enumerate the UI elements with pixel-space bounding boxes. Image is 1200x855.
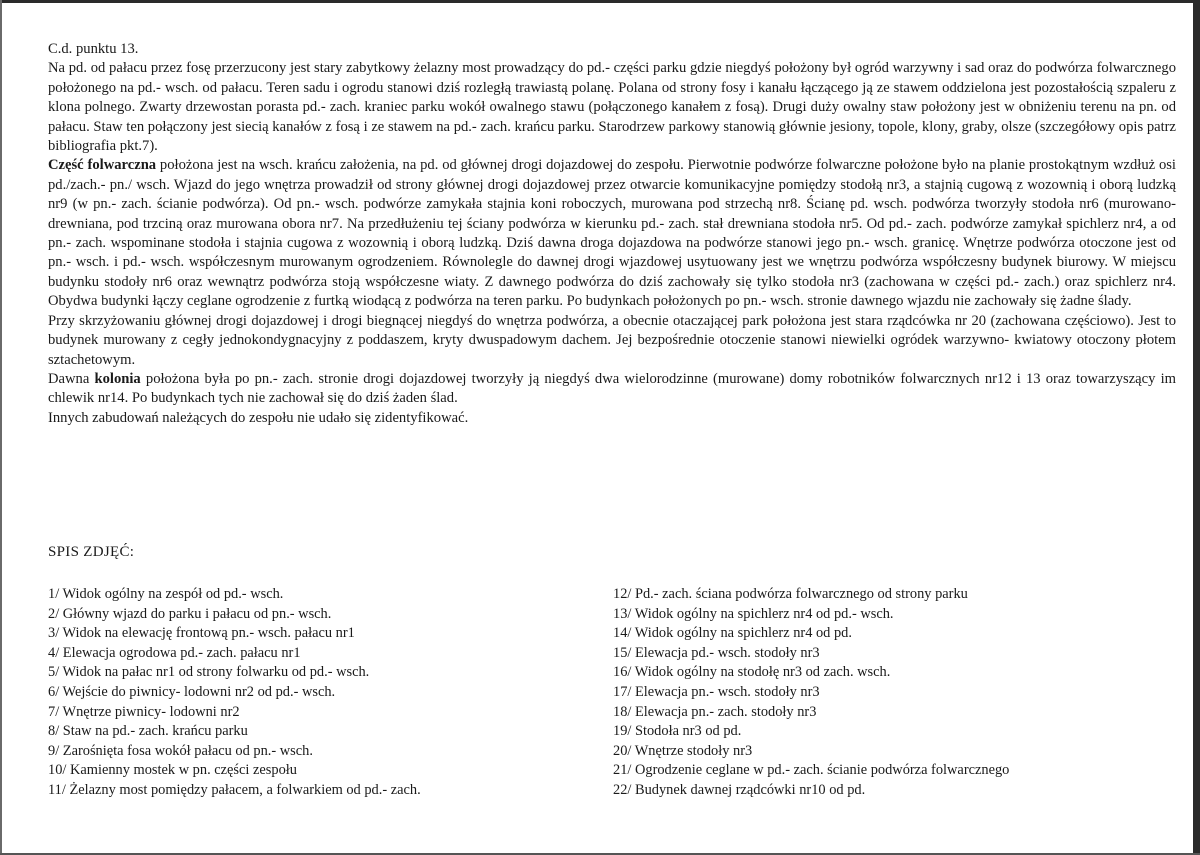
- list-item: 21/ Ogrodzenie ceglane w pd.- zach. ścianie podwórza folwarcznego: [613, 762, 1010, 779]
- list-item: 13/ Widok ogólny na spichlerz nr4 od pd.- wsch.: [613, 605, 894, 622]
- list-item: 6/ Wejście do piwnicy- lodowni nr2 od pd.- wsch.: [48, 683, 336, 700]
- list-item: 11/ Żelazny most pomiędzy pałacem, a folwarkiem od pd.- zach.: [48, 781, 421, 798]
- photo-list-right: [613, 585, 1009, 801]
- list-item: 14/ Widok ogólny na spichlerz nr4 od pd.: [613, 625, 852, 642]
- list-item: 12/ Pd.- zach. ściana podwórza folwarcznego od strony parku: [613, 586, 968, 602]
- paragraph-kolonia-bold: kolonia: [94, 370, 141, 387]
- paragraph-kolonia: [48, 370, 1176, 409]
- list-item: 20/ Wnętrze stodoły nr3: [613, 742, 753, 759]
- scan-edge-right: [1193, 0, 1200, 855]
- list-item: 18/ Elewacja pn.- zach. stodoły nr3: [613, 703, 817, 720]
- document-body: [48, 40, 1176, 428]
- list-item: 3/ Widok na elewację frontową pn.- wsch. pałacu nr1: [48, 625, 355, 642]
- list-item: 1/ Widok ogólny na zespół od pd.- wsch.: [48, 586, 284, 602]
- list-item: 17/ Elewacja pn.- wsch. stodoły nr3: [613, 683, 820, 700]
- scan-edge-left: [0, 0, 2, 855]
- photo-list-title: SPIS ZDJĘĆ:: [48, 544, 135, 560]
- list-item: 7/ Wnętrze piwnicy- lodowni nr2: [48, 703, 240, 720]
- paragraph-kolonia-text: położona była po pn.- zach. stronie drogi dojazdowej tworzyły ją niegdyś dwa wielorodzinne (murowane) domy robotników folwarcznych nr12 i 13 oraz towarzyszący im chlewik nr14. Po budynkach tych nie zachował się do dziś żaden ślad.: [48, 370, 1176, 407]
- paragraph-rzadcowka: Przy skrzyżowaniu głównej drogi dojazdowej i drogi biegnącej niegdyś do wnętrza podwórza, a obecnie otaczającej park położona jest stara rządcówka nr 20 (zachowana częściowo). Jest to budynek murowany z cegły jednokondygnacyjny z poddaszem, kryty dwuspadowym dachem. Jej bezpośrednie otoczenie stanowi niewielki ogródek warzywno- kwiatowy otoczony płotem sztachetowym.: [48, 312, 1176, 368]
- paragraph-other: Innych zabudowań należących do zespołu nie udało się zidentyfikować.: [48, 409, 469, 426]
- list-item: 16/ Widok ogólny na stodołę nr3 od zach. wsch.: [613, 664, 891, 681]
- list-item: 22/ Budynek dawnej rządcówki nr10 od pd.: [613, 781, 866, 798]
- photo-list-left: [48, 585, 421, 801]
- list-item: 2/ Główny wjazd do parku i pałacu od pn.- wsch.: [48, 605, 332, 622]
- paragraph-kolonia-pre: Dawna: [48, 370, 95, 387]
- paragraph-folwark-bold: Część folwarczna: [48, 157, 157, 174]
- list-item: 9/ Zarośnięta fosa wokół pałacu od pn.- wsch.: [48, 742, 313, 759]
- list-item: 5/ Widok na pałac nr1 od strony folwarku od pd.- wsch.: [48, 664, 370, 681]
- heading: C.d. punktu 13.: [48, 41, 139, 57]
- list-item: 15/ Elewacja pd.- wsch. stodoły nr3: [613, 644, 820, 661]
- paragraph-folwark-text: położona jest na wsch. krańcu założenia, na pd. od głównej drogi dojazdowej do zespołu. Pierwotnie podwórze folwarczne położone było na planie prostokątnym wzdłuż osi pd./zach.- pn./ wsch. Wjazd do jego wnętrza prowadził od strony głównej drogi dojazdowej przez otwarcie komunikacyjne pomiędzy stodołą nr3, a stajnią cugową z wozownią i oborą ludzką nr9 (w pn.- zach. ścianie podwórza). Od pn.- wsch. podwórze zamykała stajnia koni roboczych, murowana pod strzechą nr8. Ścianę pd. wsch. podwórza tworzyły stodoła nr6 (murowano- drewniana, pod trzciną oraz murowana obora nr7. Na przedłużeniu tej ściany podwórza w kierunku pd.- zach. stał drewniana stodoła nr5. Od pd.- zach. podwórze zamykał spichlerz nr4, a od pn.- zach. wspominane stodoła i stajnia cugowa z wozownią i oborą ludzką. Dziś dawna droga dojazdowa na podwórze stanowi jego pn.- wsch. granicę. Wnętrze podwórza otoczone jest od pn.- wsch. i pd.- wsch. współczesnym murowanym ogrodzeniem. Równolegle do dawnej drogi wjazdowej usytuowany jest we wnętrzu podwórza współczesny budynek biurowy. W miejscu budynku stodoły nr6 oraz wewnątrz podwórza stoją współczesne wiaty. Z dawnego podwórza do dziś zachowały się tylko stodoła nr3 (zachowana w części pd.- zach.) oraz spichlerz nr4. Obydwa budynki łączy ceglane ogrodzenie z furtką wiodącą z podwórza na teren parku. Po budynkach położonych po pn.- wsch. stronie dawnego wjazdu nie zachowały się żadne ślady.: [48, 157, 1176, 310]
- list-item: 8/ Staw na pd.- zach. krańcu parku: [48, 723, 248, 740]
- list-item: 4/ Elewacja ogrodowa pd.- zach. pałacu nr1: [48, 644, 301, 661]
- paragraph-park: Na pd. od pałacu przez fosę przerzucony jest stary zabytkowy żelazny most prowadzący do pd.- części parku gdzie niegdyś położony był ogród warzywny i sad oraz do podwórza folwarcznego położonego na pd.- wsch. od pałacu. Teren sadu i ogrodu stanowi dziś rozległą trawiastą polanę. Polana od strony fosy i kanału łączącego ją ze stawem oddzielona jest pozostałością szpaleru z klona polnego. Zwarty drzewostan porasta pd.- zach. kraniec parku wokół owalnego stawu (połączonego kanałem z fosą). Drugi duży owalny staw położony jest w obniżeniu terenu na pn. od pałacu. Staw ten połączony jest siecią kanałów z fosą i ze stawem na pd.- zach. krańcu parku. Starodrzew parkowy stanowią głównie jesiony, topole, klony, graby, olsze (szczegółowy opis patrz bibliografia pkt.7).: [48, 60, 1176, 155]
- paragraph-folwark: [48, 156, 1176, 311]
- list-item: 19/ Stodoła nr3 od pd.: [613, 723, 742, 740]
- list-item: 10/ Kamienny mostek w pn. części zespołu: [48, 762, 297, 779]
- scan-edge-top: [0, 0, 1200, 3]
